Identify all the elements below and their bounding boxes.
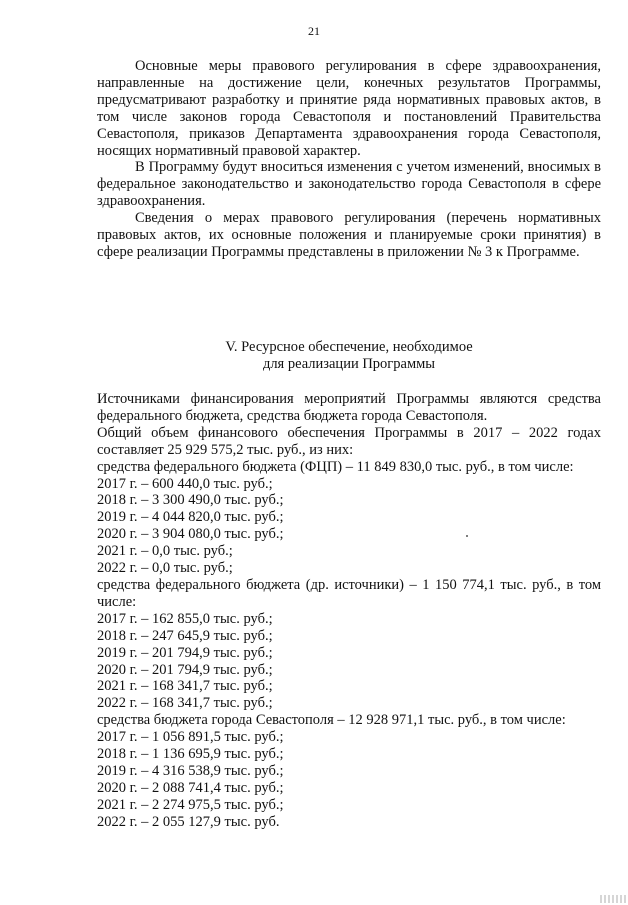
funding-section [97,391,601,831]
sevastopol-2022: 2022 г. – 2 055 127,9 тыс. руб. [97,813,280,830]
federal-other-heading: средства федерального бюджета (др. источники) – 1 150 774,1 тыс. руб., в том [97,576,601,593]
paragraph-regulation-info: Сведения о мерах правового регулирования (перечень нормативных правовых актов, их основные положения и планируемые сроки принятия) в сфере реализации Программы представлены в приложении № 3 к Программе. [97,210,601,260]
federal-other-2018: 2018 г. – 247 645,9 тыс. руб.; [97,627,273,644]
section-heading [97,339,601,373]
regulation-paragraphs [97,58,601,261]
federal-fcp-2020: 2020 г. – 3 904 080,0 тыс. руб.; [97,526,284,543]
federal-other-2020: 2020 г. – 201 794,9 тыс. руб.; [97,661,273,678]
federal-fcp-2021: 2021 г. – 0,0 тыс. руб.; [97,543,233,560]
federal-fcp-2018: 2018 г. – 3 300 490,0 тыс. руб.; [97,492,284,509]
sevastopol-2020: 2020 г. – 2 088 741,4 тыс. руб.; [97,779,284,796]
federal-other-2021: 2021 г. – 168 341,7 тыс. руб.; [97,678,273,695]
paragraph-main-measures: Основные меры правового регулирования в сфере здравоохранения, направленные на достижение цели, конечных результатов Программы, предусматривают разработку и принятие ряда нормативных правовых актов, в том числе законов города Севастополя и постановлений Правительства Севастополя, приказов Департамента здравоохранения города Севастополя, носящих нормативный правовой характер. [97,58,601,159]
federal-other-2022: 2022 г. – 168 341,7 тыс. руб.; [97,695,273,712]
section-title-line1: V. Ресурсное обеспечение, необходимое [225,339,473,355]
sevastopol-heading: средства бюджета города Севастополя – 12 928 971,1 тыс. руб., в том числе: [97,712,566,729]
federal-fcp-2022: 2022 г. – 0,0 тыс. руб.; [97,560,233,577]
federal-other-2019: 2019 г. – 201 794,9 тыс. руб.; [97,644,273,661]
funding-total: Общий объем финансового обеспечения Программы в 2017 – 2022 годах составляет 25 929 575,2 тыс. руб., из них: [97,424,601,458]
federal-other-heading-cont: числе: [97,593,137,610]
sevastopol-2018: 2018 г. – 1 136 695,9 тыс. руб.; [97,746,284,763]
page-number: 21 [308,24,320,38]
federal-fcp-2017: 2017 г. – 600 440,0 тыс. руб.; [97,475,273,492]
sevastopol-2021: 2021 г. – 2 274 975,5 тыс. руб.; [97,796,284,813]
scan-speck [466,535,468,537]
paragraph-program-changes: В Программу будут вноситься изменения с учетом изменений, вносимых в федеральное законодательство и законодательство города Севастополя в сфере здравоохранения. [97,159,601,210]
scan-edge-artifact [600,895,628,903]
sevastopol-2017: 2017 г. – 1 056 891,5 тыс. руб.; [97,729,284,746]
federal-other-2017: 2017 г. – 162 855,0 тыс. руб.; [97,610,273,627]
sevastopol-2019: 2019 г. – 4 316 538,9 тыс. руб.; [97,762,284,779]
federal-fcp-2019: 2019 г. – 4 044 820,0 тыс. руб.; [97,509,284,526]
section-title-line2: для реализации Программы [262,356,436,372]
funding-sources: Источниками финансирования мероприятий Программы являются средства федерального бюджета, средства бюджета города Севастополя. [97,391,601,424]
federal-fcp-heading: средства федерального бюджета (ФЦП) – 11 849 830,0 тыс. руб., в том числе: [97,458,574,475]
